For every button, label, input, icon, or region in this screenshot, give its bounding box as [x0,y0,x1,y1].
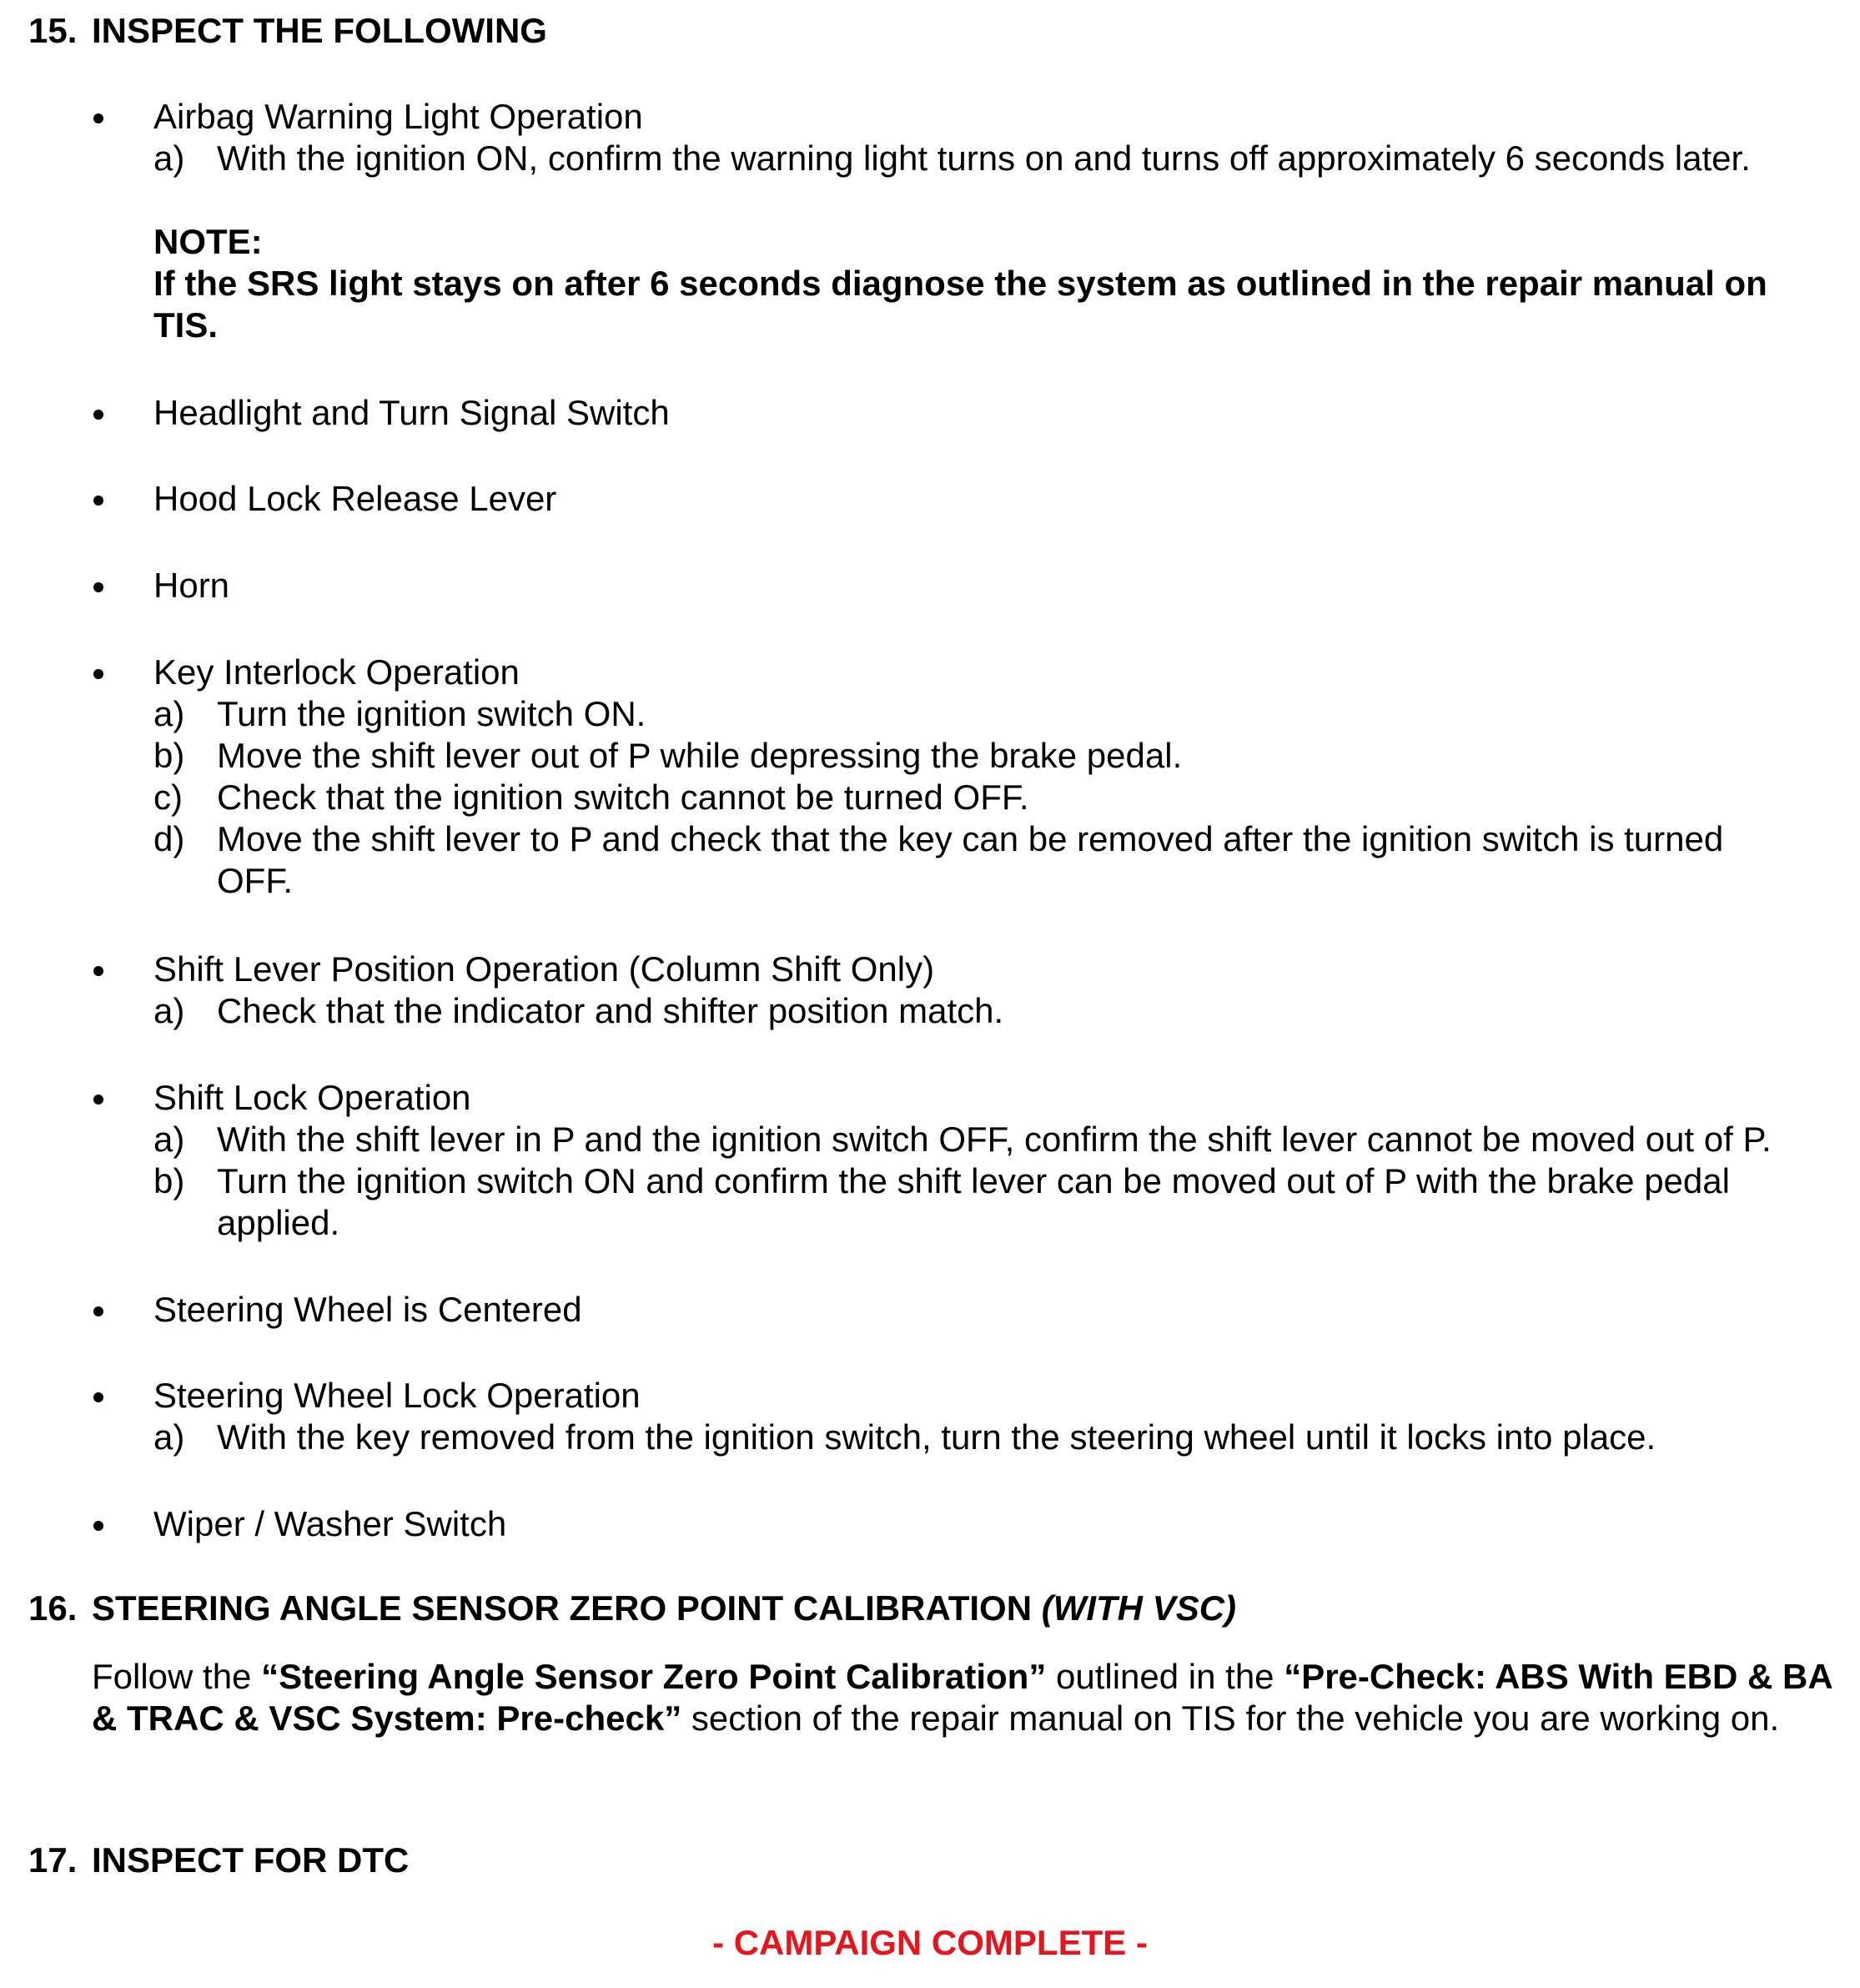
headlight-item-label: Headlight and Turn Signal Switch [153,393,670,432]
paragraph-text: section of the repair manual on TIS for the vehicle you are working on. [681,1699,1780,1738]
substep-label: d) [153,819,185,858]
paragraph-text: outlined in the [1046,1657,1284,1696]
shift-position-item-label: Shift Lever Position Operation (Column Shift Only) [153,949,935,989]
key-interlock-item-label: Key Interlock Operation [153,652,520,692]
shift-lock-step-a: With the shift lever in P and the ignition switch OFF, confirm the shift lever cannot be moved out of P. [217,1120,1772,1159]
bullet-icon [93,1095,103,1105]
hood-item-label: Hood Lock Release Lever [153,479,557,518]
section-17-number: 17. [28,1840,78,1880]
section-16-paragraph [92,1656,1852,1739]
substep-label: a) [153,694,185,733]
key-step-c: Check that the ignition switch cannot be turned OFF. [217,778,1029,817]
key-step-d-line-1: Move the shift lever to P and check that the key can be removed after the ignition switch is turned [217,819,1724,858]
paragraph-text: Follow the [92,1657,262,1696]
shift-lock-item-label: Shift Lock Operation [153,1078,471,1117]
note-line-1: If the SRS light stays on after 6 seconds diagnose the system as outlined in the repair manual on [153,264,1767,303]
key-step-a: Turn the ignition switch ON. [217,694,646,733]
substep-label: c) [153,778,183,817]
note-line-2: TIS. [153,305,219,345]
section-16-title [92,1588,1236,1629]
bullet-icon [93,1306,103,1316]
paragraph-bold-reference: “Pre-Check: ABS With EBD & BA & TRAC & VSC System: Pre-check” [92,1657,1832,1738]
bullet-icon [93,496,103,506]
substep-label: b) [153,1161,185,1200]
note-title: NOTE: [153,222,263,261]
section-17-title: INSPECT FOR DTC [92,1840,410,1880]
steering-lock-step-a: With the key removed from the ignition switch, turn the steering wheel until it locks into place. [217,1417,1656,1457]
section-15-number: 15. [28,11,78,50]
section-16-title-text: STEERING ANGLE SENSOR ZERO POINT CALIBRATION [92,1588,1033,1628]
shift-position-step-a: Check that the indicator and shifter position match. [217,991,1004,1030]
key-step-b: Move the shift lever out of P while depressing the brake pedal. [217,736,1183,775]
steering-lock-item-label: Steering Wheel Lock Operation [153,1376,641,1415]
substep-label: b) [153,736,185,775]
substep-label: a) [153,991,185,1030]
substep-label: a) [153,1417,185,1457]
substep-label: a) [153,1120,185,1159]
substep-label: a) [153,138,185,178]
bullet-icon [93,582,103,592]
airbag-step-a: With the ignition ON, confirm the warning light turns on and turns off approximately 6 seconds later. [217,138,1751,178]
bullet-icon [93,669,103,679]
key-step-d-line-2: OFF. [217,861,293,900]
bullet-icon [93,966,103,976]
section-15-title: INSPECT THE FOLLOWING [92,11,547,50]
campaign-complete-footer: - CAMPAIGN COMPLETE - [712,1923,1148,1962]
bullet-icon [93,1521,103,1531]
airbag-item-label: Airbag Warning Light Operation [153,97,643,136]
shift-lock-step-b-line-2: applied. [217,1203,340,1242]
paragraph-bold-reference: “Steering Angle Sensor Zero Point Calibration” [261,1657,1047,1696]
section-16-number: 16. [28,1588,78,1628]
section-16-title-qualifier: (WITH VSC) [1041,1588,1237,1628]
wiper-item-label: Wiper / Washer Switch [153,1504,507,1543]
shift-lock-step-b-line-1: Turn the ignition switch ON and confirm the shift lever can be moved out of P with the brake pedal [217,1161,1730,1200]
bullet-icon [93,113,103,123]
horn-item-label: Horn [153,566,230,605]
bullet-icon [93,410,103,420]
bullet-icon [93,1392,103,1402]
steering-centered-item-label: Steering Wheel is Centered [153,1290,582,1329]
